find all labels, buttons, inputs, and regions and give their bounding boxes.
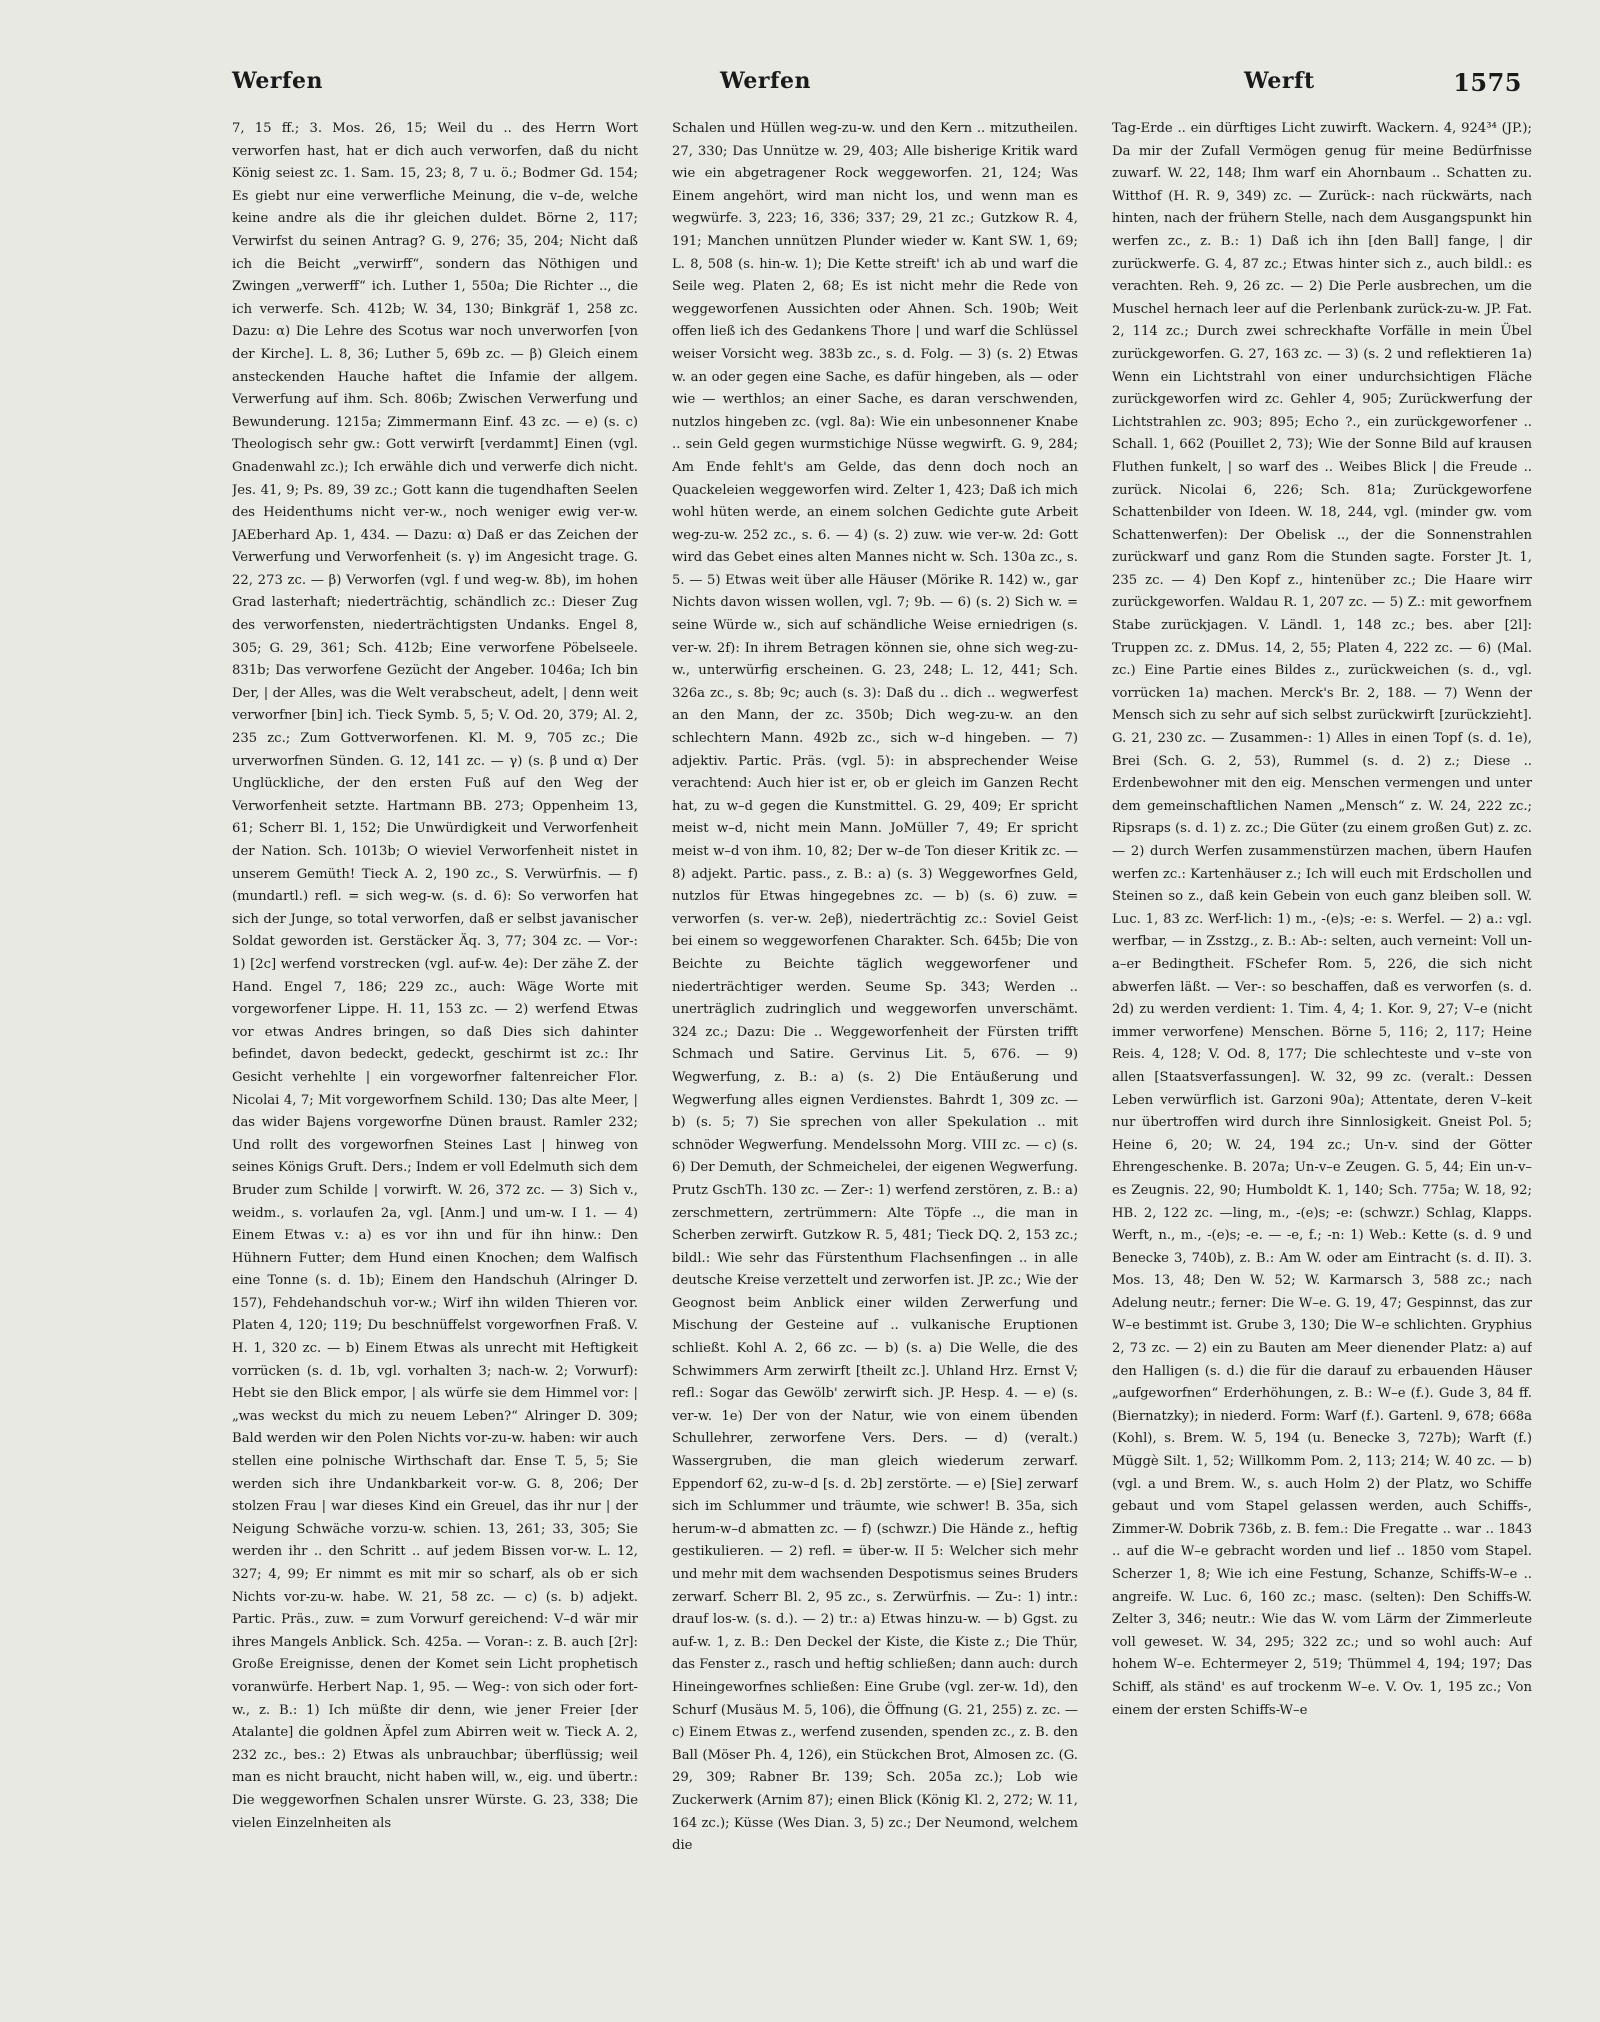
running-header [232,68,1522,108]
column-1 [232,118,638,1998]
page-number: 1575 [1453,68,1522,97]
header-right-word: Werft [1244,68,1315,94]
column-2 [672,118,1078,1998]
column-3 [1112,118,1532,1998]
text-columns [232,118,1532,1998]
header-left-word: Werfen [232,68,323,94]
header-center-word: Werfen [720,68,811,94]
column-3-text: Tag-Erde .. ein dürftiges Licht zuwirft. Wackern. 4, 924³⁴ (JP.); Da mir der Zufall Vermögen genug für meine Bedürfnisse zuwarf. W. 22, 148; Ihm warf ein Ahornbaum .. Schatten zu. Witthof (H. R. 9, 349) zc. — Zurück-: nach rückwärts, nach hinten, nach der frühern Stelle, nach dem Ausgangspunkt hin werfen zc., z. B.: 1) Daß ich ihn [den Ball] fange, | dir zurückwerfe. G. 4, 87 zc.; Etwas hinter sich z., auch bildl.: es verachten. Reh. 9, 26 zc. — 2) Die Perle ausbrechen, um die Muschel hernach leer auf die Perlenbank zurück-zu-w. JP. Fat. 2, 114 zc.; Durch zwei schreckhafte Vorfälle in mein Übel zurückgeworfen. G. 27, 163 zc. — 3) (s. 2 und reflektieren 1a) Wenn ein Lichtstrahl von einer undurchsichtigen Fläche zurückgeworfen wird zc. Gehler 4, 905; Zurückwerfung der Lichtstrahlen zc. 903; 895; Echo ?., ein zurückgeworfener .. Schall. 1, 662 (Pouillet 2, 73); Wie der Sonne Bild auf krausen Fluthen funkelt, | so warf des .. Weibes Blick | die Freude .. zurück. Nicolai 6, 226; Sch. 81a; Zurückgeworfene Schattenbilder von Ideen. W. 18, 244, vgl. (minder gw. vom Schattenwerfen): Der Obelisk .., der die Sonnenstrahlen zurückwarf und ganz Rom die Stunden sagte. Forster Jt. 1, 235 zc. — 4) Den Kopf z., hintenüber zc.; Die Haare wirr zurückgeworfen. Waldau R. 1, 207 zc. — 5) Z.: mit geworfnem Stabe zurückjagen. V. Ländl. 1, 148 zc.; bes. aber [2l]: Truppen zc. z. DMus. 14, 2, 55; Platen 4, 222 zc. — 6) (Mal. zc.) Eine Partie eines Bildes z., zurückweichen (s. d., vgl. vorrücken 1a) machen. Merck's Br. 2, 188. — 7) Wenn der Mensch sich zu sehr auf sich selbst zurückwirft [zurückzieht]. G. 21, 230 zc. — Zusammen-: 1) Alles in einen Topf (s. d. 1e), Brei (Sch. G. 2, 53), Rummel (s. d. 2) z.; Diese .. Erdenbewohner mit den eig. Menschen vermengen und unter dem gemeinschaftlichen Namen „Mensch“ z. W. 24, 222 zc.; Ripsraps (s. d. 1) z. zc.; Die Güter (zu einem großen Gut) z. zc. — 2) durch Werfen zusammenstürzen machen, übern Haufen werfen zc.: Kartenhäuser z.; Ich will euch mit Erdschollen und Steinen so z., daß kein Gebein von euch ganz bleiben soll. W. Luc. 1, 83 zc. Werf-lich: 1) m., -(e)s; -e: s. Werfel. — 2) a.: vgl. werfbar, — in Zsstzg., z. B.: Ab-: selten, auch verneint: Voll un-a–er Bedingtheit. FSchefer Rom. 5, 226, die sich nicht abwerfen läßt. — Ver-: so beschaffen, daß es verworfen (s. d. 2d) zu werden verdient: 1. Tim. 4, 4; 1. Kor. 9, 27; V–e (nicht immer verworfene) Menschen. Börne 5, 116; 2, 117; Heine Reis. 4, 128; V. Od. 8, 177; Die schlechteste und v–ste von allen [Staatsverfassungen]. W. 32, 99 zc. (veralt.: Dessen Leben verwürflich ist. Garzoni 90a); Attentate, deren V–keit nur übertroffen wird durch ihre Sinnlosigkeit. Gneist Pol. 5; Heine 6, 20; W. 24, 194 zc.; Un-v. sind der Götter Ehrengeschenke. B. 207a; Un-v–e Zeugen. G. 5, 44; Ein un-v–es Zeugnis. 22, 90; Humboldt K. 1, 140; Sch. 775a; W. 18, 92; HB. 2, 122 zc. —ling, m., -(e)s; -e: (schwzr.) Schlag, Klapps. Werft, n., m., -(e)s; -e. — -e, f.; -n: 1) Web.: Kette (s. d. 9 und Benecke 3, 740b), z. B.: Am W. oder am Eintracht (s. d. II). 3. Mos. 13, 48; Den W. 52; W. Karmarsch 3, 588 zc.; nach Adelung neutr.; ferner: Die W–e. G. 19, 47; Gespinnst, das zur W–e bestimmt ist. Grube 3, 130; Die W–e schlichten. Gryphius 2, 73 zc. — 2) ein zu Bauten am Meer dienender Platz: a) auf den Halligen (s. d.) die für die darauf zu erbauenden Häuser „aufgeworfnen“ Erderhöhungen, z. B.: W–e (f.). Gude 3, 84 ff. (Biernatzky); in niederd. Form: Warf (f.). Gartenl. 9, 678; 668a (Kohl), s. Brem. W. 5, 194 (u. Benecke 3, 727b); Warft (f.) Müggè Silt. 1, 52; Willkomm Pom. 2, 113; 214; W. 40 zc. — b) (vgl. a und Brem. W., s. auch Holm 2) der Platz, wo Schiffe gebaut und vom Stapel gelassen werden, auch Schiffs-, Zimmer-W. Dobrik 736b, z. B. fem.: Die Fregatte .. war .. 1843 .. auf die W–e gebracht worden und lief .. 1850 vom Stapel. Scherzer 1, 8; Wie ich eine Festung, Schanze, Schiffs-W–e .. angreife. W. Luc. 6, 160 zc.; masc. (selten): Den Schiffs-W. Zelter 3, 346; neutr.: Wie das W. vom Lärm der Zimmerleute voll geweset. W. 34, 295; 322 zc.; und so wohl auch: Auf hohem W–e. Echtermeyer 2, 519; Thümmel 4, 194; 197; Das Schiff, als ständ' es auf trockenm W–e. V. Ov. 1, 195 zc.; Von einem der ersten Schiffs-W–e [1112,121,1532,1718]
column-1-text: 7, 15 ff.; 3. Mos. 26, 15; Weil du .. des Herrn Wort verworfen hast, hat er dich auch verworfen, daß du nicht König seiest zc. 1. Sam. 15, 23; 8, 7 u. ö.; Bodmer Gd. 154; Es giebt nur eine verwerfliche Meinung, die v–de, welche keine andre als die ihr gleichen duldet. Börne 2, 117; Verwirfst du seinen Antrag? G. 9, 276; 35, 204; Nicht daß ich die Beicht „verwirff“, sondern das Nöthigen und Zwingen „verwerff“ ich. Luther 1, 550a; Die Richter .., die ich verwerfe. Sch. 412b; W. 34, 130; Binkgräf 1, 258 zc. Dazu: α) Die Lehre des Scotus war noch unverworfen [von der Kirche]. L. 8, 36; Luther 5, 69b zc. — β) Gleich einem ansteckenden Hauche haftet die Infamie der allgem. Verwerfung auf ihm. Sch. 806b; Zwischen Verwerfung und Bewunderung. 1215a; Zimmermann Einf. 43 zc. — e) (s. c) Theologisch sehr gw.: Gott verwirft [verdammt] Einen (vgl. Gnadenwahl zc.); Ich erwähle dich und verwerfe dich nicht. Jes. 41, 9; Ps. 89, 39 zc.; Gott kann die tugendhaften Seelen des Heidenthums nicht ver-w., noch weniger ewig ver-w. JAEberhard Ap. 1, 434. — Dazu: α) Daß er das Zeichen der Verwerfung und Verworfenheit (s. γ) im Angesicht trage. G. 22, 273 zc. — β) Verworfen (vgl. f und weg-w. 8b), im hohen Grad lasterhaft; niederträchtig, schändlich zc.: Dieser Zug des verworfensten, niederträchtigsten Undanks. Engel 8, 305; G. 29, 361; Sch. 412b; Eine verworfene Pöbelseele. 831b; Das verworfene Gezücht der Angeber. 1046a; Ich bin Der, | der Alles, was die Welt verabscheut, adelt, | denn weit verworfner [bin] ich. Tieck Symb. 5, 5; V. Od. 20, 379; Al. 2, 235 zc.; Zum Gottverworfenen. Kl. M. 9, 705 zc.; Die urverworfnen Sünden. G. 12, 141 zc. — γ) (s. β und α) Der Unglückliche, der den ersten Fuß auf den Weg der Verworfenheit setzte. Hartmann BB. 273; Oppenheim 13, 61; Scherr Bl. 1, 152; Die Unwürdigkeit und Verworfenheit der Nation. Sch. 1013b; O wieviel Verworfenheit nistet in unserem Gemüth! Tieck A. 2, 190 zc., S. Verwürfnis. — f) (mundartl.) refl. = sich weg-w. (s. d. 6): So verworfen hat sich der Junge, so total verworfen, daß er selbst javanischer Soldat geworden ist. Gerstäcker Äq. 3, 77; 304 zc. — Vor-: 1) [2c] werfend vorstrecken (vgl. auf-w. 4e): Der zähe Z. der Hand. Engel 7, 186; 229 zc., auch: Wäge Worte mit vorgeworfener Lippe. H. 11, 153 zc. — 2) werfend Etwas vor etwas Andres bringen, so daß Dies sich dahinter befindet, davon bedeckt, gedeckt, geschirmt ist zc.: Ihr Gesicht verhehlte | ein vorgeworfner faltenreicher Flor. Nicolai 4, 7; Mit vorgeworfnem Schild. 130; Das alte Meer, | das wider Bajens vorgeworfne Dünen braust. Ramler 232; Und rollt des vorgeworfnen Steines Last | hinweg von seines Königs Gruft. Ders.; Indem er voll Edelmuth sich dem Bruder zum Schilde | vorwirft. W. 26, 372 zc. — 3) Sich v., weidm., s. vorlaufen 2a, vgl. [Anm.] und um-w. I 1. — 4) Einem Etwas v.: a) es vor ihn und für ihn hinw.: Den Hühnern Futter; dem Hund einen Knochen; dem Walfisch eine Tonne (s. d. 1b); Einem den Handschuh (Alringer D. 157), Fehdehandschuh vor-w.; Wirf ihn wilden Thieren vor. Platen 4, 120; 119; Du beschnüffelst vorgeworfnen Fraß. V. H. 1, 320 zc. — b) Einem Etwas als unrecht mit Heftigkeit vorrücken (s. d. 1b, vgl. vorhalten 3; nach-w. 2; Vorwurf): Hebt sie den Blick empor, | als würfe sie dem Himmel vor: | „was weckst du mich zu neuem Leben?“ Alringer D. 309; Bald werden wir den Polen Nichts vor-zu-w. haben: wir auch stellen eine polnische Wirthschaft dar. Ense T. 5, 5; Sie werden sich ihre Undankbarkeit vor-w. G. 8, 206; Der stolzen Frau | war dieses Kind ein Greuel, das ihr nur | der Neigung Schwäche vorzu-w. schien. 13, 261; 33, 305; Sie werden ihr .. den Schritt .. auf jedem Bissen vor-w. L. 12, 327; 4, 99; Er nimmt es mit mir so scharf, als ob er sich Nichts vor-zu-w. habe. W. 21, 58 zc. — c) (s. b) adjekt. Partic. Präs., zuw. = zum Vorwurf gereichend: V–d wär mir ihres Mangels Anblick. Sch. 425a. — Voran-: z. B. auch [2r]: Große Ereignisse, denen der Komet sein Licht prophetisch voranwürfe. Herbert Nap. 1, 95. — Weg-: von sich oder fort-w., z. B.: 1) Ich müßte dir denn, wie jener Freier [der Atalante] die goldnen Äpfel zum Abirren weit w. Tieck A. 2, 232 zc., bes.: 2) Etwas als unbrauchbar; überflüssig; weil man es nicht braucht, nicht haben will, w., eig. und übertr.: Die weggeworfnen Schalen unsrer Würste. G. 23, 338; Die vielen Einzelnheiten als [232,121,638,1831]
column-2-text: Schalen und Hüllen weg-zu-w. und den Kern .. mitzutheilen. 27, 330; Das Unnütze w. 29, 403; Alle bisherige Kritik ward wie ein abgetragener Rock weggeworfen. 21, 124; Was Einem angehört, wird man nicht los, und wenn man es wegwürfe. 3, 223; 16, 336; 337; 29, 21 zc.; Gutzkow R. 4, 191; Manchen unnützen Plunder wieder w. Kant SW. 1, 69; L. 8, 508 (s. hin-w. 1); Die Kette streift' ich ab und warf die Seile weg. Platen 2, 68; Es ist nicht mehr die Rede von weggeworfenen Aussichten oder Ahnen. Sch. 190b; Weit offen ließ ich des Gedankens Thore | und warf die Schlüssel weiser Vorsicht weg. 383b zc., s. d. Folg. — 3) (s. 2) Etwas w. an oder gegen eine Sache, es dafür hingeben, als — oder wie — werthlos; an einer Sache, es daran verschwenden, nutzlos hingeben zc. (vgl. 8a): Wie ein unbesonnener Knabe .. sein Geld gegen wurmstichige Nüsse wegwirft. G. 9, 284; Am Ende fehlt's am Gelde, das denn doch noch an Quackeleien weggeworfen wird. Zelter 1, 423; Daß ich mich wohl hüten werde, an einem solchen Gedichte gute Arbeit weg-zu-w. 252 zc., s. 6. — 4) (s. 2) zuw. wie ver-w. 2d: Gott wird das Gebet eines alten Mannes nicht w. Sch. 130a zc., s. 5. — 5) Etwas weit über alle Häuser (Mörike R. 142) w., gar Nichts davon wissen wollen, vgl. 7; 9b. — 6) (s. 2) Sich w. = seine Würde w., sich auf schändliche Weise erniedrigen (s. ver-w. 2f): In ihrem Betragen können sie, ohne sich weg-zu-w., unterwürfig erscheinen. G. 23, 248; L. 12, 441; Sch. 326a zc., s. 8b; 9c; auch (s. 3): Daß du .. dich .. wegwerfest an den Mann, der zc. 350b; Dich weg-zu-w. an den schlechtern Mann. 492b zc., sich w–d hingeben. — 7) adjektiv. Partic. Präs. (vgl. 5): in absprechender Weise verachtend: Auch hier ist er, ob er gleich im Ganzen Recht hat, zu w–d gegen die Kunstmittel. G. 29, 409; Er spricht meist w–d, nicht mein Mann. JoMüller 7, 49; Er spricht meist w–d von ihm. 10, 82; Der w–de Ton dieser Kritik zc. — 8) adjekt. Partic. pass., z. B.: a) (s. 3) Weggeworfnes Geld, nutzlos für Etwas hingegebnes zc. — b) (s. 6) zuw. = verworfen (s. ver-w. 2eβ), niederträchtig zc.: Soviel Geist bei einem so weggeworfenen Charakter. Sch. 645b; Die von Beichte zu Beichte täglich weggeworfener und niederträchtiger werden. Seume Sp. 343; Werden .. unerträglich zudringlich und weggeworfen unverschämt. 324 zc.; Dazu: Die .. Weggeworfenheit der Fürsten trifft Schmach und Satire. Gervinus Lit. 5, 676. — 9) Wegwerfung, z. B.: a) (s. 2) Die Entäußerung und Wegwerfung alles eignen Verdienstes. Bahrdt 1, 309 zc. — b) (s. 5; 7) Sie sprechen von aller Spekulation .. mit schnöder Wegwerfung. Mendelssohn Morg. VIII zc. — c) (s. 6) Der Demuth, der Schmeichelei, der eigenen Wegwerfung. Prutz GschTh. 130 zc. — Zer-: 1) werfend zerstören, z. B.: a) zerschmettern, zertrümmern: Alte Töpfe .., die man in Scherben zerwirft. Gutzkow R. 5, 481; Tieck DQ. 2, 153 zc.; bildl.: Wie sehr das Fürstenthum Flachsenfingen .. in alle deutsche Kreise verzettelt und zerworfen ist. JP. zc.; Wie der Geognost beim Anblick einer wilden Zerwerfung und Mischung der Gesteine auf .. vulkanische Eruptionen schließt. Kohl A. 2, 66 zc. — b) (s. a) Die Welle, die des Schwimmers Arm zerwirft [theilt zc.]. Uhland Hrz. Ernst V; refl.: Sogar das Gewölb' zerwirft sich. JP. Hesp. 4. — e) (s. ver-w. 1e) Der von der Natur, wie von einem übenden Schullehrer, zerworfene Vers. Ders. — d) (veralt.) Wassergruben, die man gleich wiederum zerwarf. Eppendorf 62, zu-w–d [s. d. 2b] zerstörte. — e) [Sie] zerwarf sich im Schlummer und träumte, wie schwer! B. 35a, sich herum-w–d abmatten zc. — f) (schwzr.) Die Hände z., heftig gestikulieren. — 2) refl. = über-w. II 5: Welcher sich mehr und mehr mit dem wachsenden Despotismus seines Bruders zerwarf. Scherr Bl. 2, 95 zc., s. Zerwürfnis. — Zu-: 1) intr.: drauf los-w. (s. d.). — 2) tr.: a) Etwas hinzu-w. — b) Ggst. zu auf-w. 1, z. B.: Den Deckel der Kiste, die Kiste z.; Die Thür, das Fenster z., rasch und heftig schließen; dann auch: durch Hineingeworfnes schließen: Eine Grube (vgl. zer-w. 1d), den Schurf (Musäus M. 5, 106), die Öffnung (G. 21, 255) z. zc. — c) Einem Etwas z., werfend zusenden, spenden zc., z. B. den Ball (Möser Ph. 4, 126), ein Stückchen Brot, Almosen zc. (G. 29, 309; Rabner Br. 139; Sch. 205a zc.); Lob wie Zuckerwerk (Arnim 87); einen Blick (König Kl. 2, 272; W. 11, 164 zc.); Küsse (Wes Dian. 3, 5) zc.; Der Neumond, welchem die [672,121,1078,1854]
